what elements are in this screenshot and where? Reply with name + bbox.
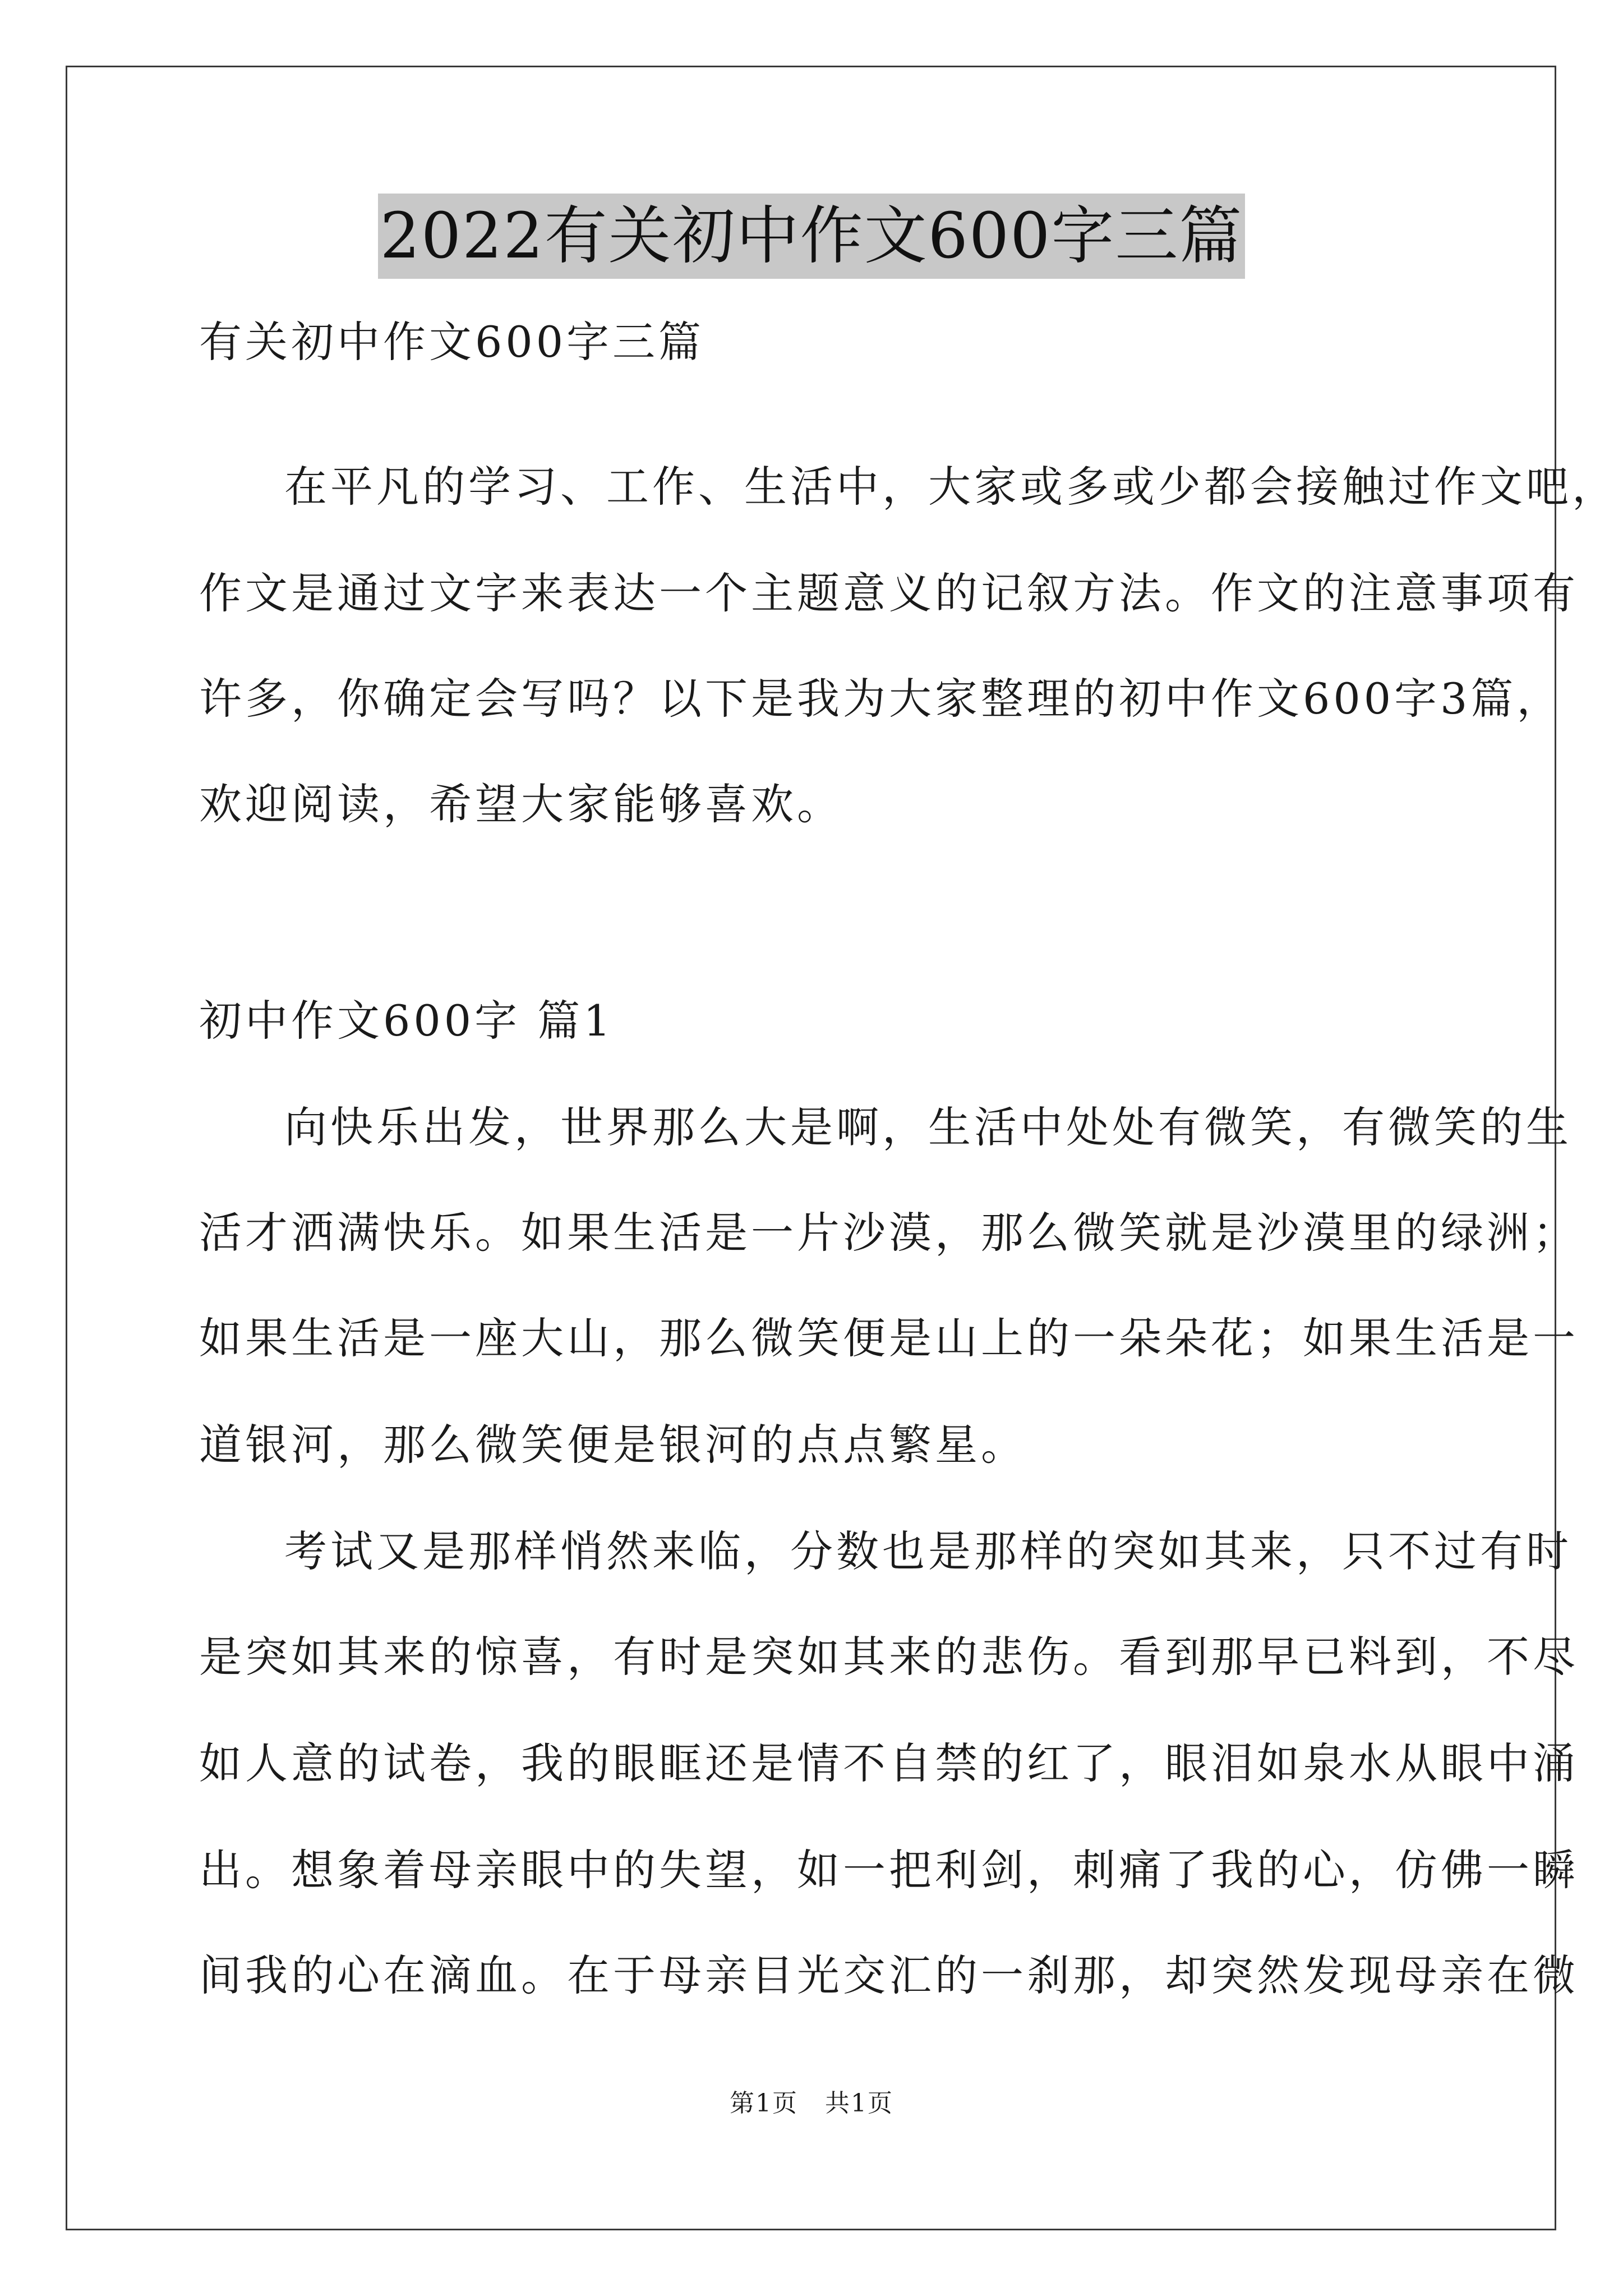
para1-line-1: 向快乐出发，世界那么大是啊，生活中处处有微笑，有微笑的生 <box>284 1102 1572 1152</box>
document-title: 2022有关初中作文600字三篇 <box>378 194 1246 279</box>
title-area <box>0 194 1623 279</box>
section-heading: 初中作文600字 篇1 <box>199 996 614 1046</box>
para1-line-3: 如果生活是一座大山，那么微笑便是山上的一朵朵花；如果生活是一 <box>199 1313 1579 1363</box>
page-footer <box>0 2087 1623 2120</box>
para2-line-1: 考试又是那样悄然来临，分数也是那样的突如其来，只不过有时 <box>284 1526 1572 1576</box>
intro-line-2: 作文是通过文字来表达一个主题意义的记叙方法。作文的注意事项有 <box>199 568 1579 618</box>
para1-line-4: 道银河，那么微笑便是银河的点点繁星。 <box>199 1420 1027 1470</box>
intro-line-1: 在平凡的学习、工作、生活中，大家或多或少都会接触过作文吧， <box>284 462 1618 512</box>
para2-line-3: 如人意的试卷，我的眼眶还是情不自禁的红了，眼泪如泉水从眼中涌 <box>199 1738 1579 1788</box>
intro-line-4: 欢迎阅读，希望大家能够喜欢。 <box>199 779 843 829</box>
para1-line-2: 活才洒满快乐。如果生活是一片沙漠，那么微笑就是沙漠里的绿洲； <box>199 1208 1579 1258</box>
page-number: 第1页 共1页 <box>730 2089 893 2118</box>
para2-line-5: 间我的心在滴血。在于母亲目光交汇的一刹那，却突然发现母亲在微 <box>199 1950 1579 2000</box>
document-subtitle: 有关初中作文600字三篇 <box>199 317 705 367</box>
para2-line-2: 是突如其来的惊喜，有时是突如其来的悲伤。看到那早已料到，不尽 <box>199 1632 1579 1682</box>
intro-line-3: 许多，你确定会写吗？以下是我为大家整理的初中作文600字3篇， <box>199 674 1563 724</box>
para2-line-4: 出。想象着母亲眼中的失望，如一把利剑，刺痛了我的心，仿佛一瞬 <box>199 1845 1579 1895</box>
